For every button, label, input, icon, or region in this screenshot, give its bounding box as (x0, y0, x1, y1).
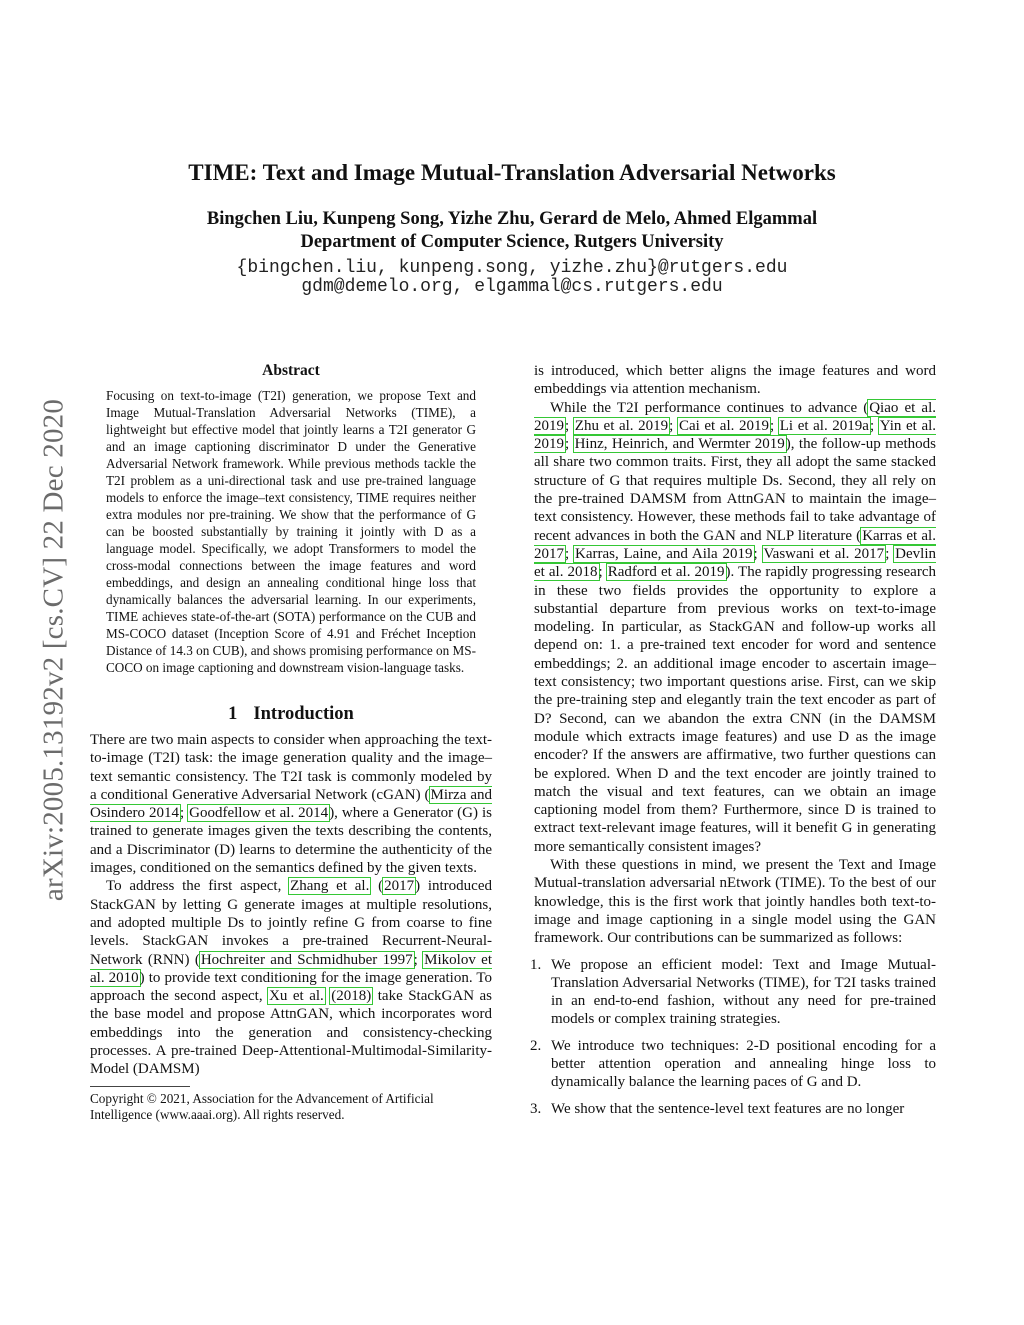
citation-link[interactable]: Karras, Laine, and Aila 2019 (574, 545, 753, 562)
section-heading-introduction (90, 704, 492, 725)
list-item-number: 2. (530, 1037, 542, 1054)
citation-link[interactable]: Hinz, Heinrich, and Wermter 2019 (574, 436, 785, 453)
citation-link[interactable]: Karras et al. 2017 (534, 527, 936, 562)
citation-link[interactable]: Xu et al. (269, 988, 324, 1005)
citation-link[interactable]: 2017 (384, 878, 415, 895)
affiliation: Department of Computer Science, Rutgers University (300, 232, 724, 252)
intro-paragraph-5: With these questions in mind, we present the Text and Image Mutual-translation adversarial nEtwork (TIME). To the best of our knowledge, this is the first work that jointly handles both text-to-image and image captioning in a single model using the GAN framework. Our contributions can be summarized as follows: (534, 857, 936, 947)
citation-link[interactable]: Cai et al. 2019 (678, 417, 769, 434)
citation-link[interactable]: (2018) (331, 988, 372, 1005)
citation-link[interactable]: Zhu et al. 2019 (574, 417, 669, 434)
abstract-body: Focusing on text-to-image (T2I) generation, we propose Text and Image Mutual-Translation Adversarial Networks (TIME), a lightweight but effective model that jointly learns a T2I generator G and an image captioning discriminator D under the Generative Adversarial Network framework. While previous methods tackle the T2I problem as a uni-directional task and use pre-trained language models to enforce the image–text consistency, TIME requires neither extra modules nor pre-training. We show that the performance of G can be boosted substantially by training it jointly with D as a language model. Specifically, we adopt Transformers to model the cross-modal connections between the image features and word embeddings, and design an annealing conditional hinge loss that dynamically balances the adversarial learning. In our experiments, TIME achieves state-of-the-art (SOTA) performance on the CUB and MS-COCO dataset (Inception Score of 4.91 and Fréchet Inception Distance of 14.3 on CUB), and shows promising performance on MS-COCO on image captioning and downstream vision-language tasks. (106, 388, 476, 675)
intro-paragraph-2: To address the first aspect, Zhang et al. (2017) introduced StackGAN by letting G generate images at multiple resolutions, and adopted multiple Ds to jointly refine G from coarse to fine levels. StackGAN invokes a pre-trained Recurrent-Neural-Network (RNN) (Hochreiter and Schmidhuber 1997; Mikolov et al. 2010) to provide text conditioning for the image generation. To approach the second aspect, Xu et al. (2018) take StackGAN as the base model and propose AttnGAN, which incorporates word embeddings into the generation and consistency-checking processes. A pre-trained Deep-Attentional-Multimodal-Similarity-Model (DAMSM) (90, 878, 492, 1078)
citation-link[interactable]: Vaswani et al. 2017 (763, 545, 885, 562)
list-item (530, 956, 936, 1029)
intro-paragraph-4: While the T2I performance continues to advance (Qiao et al. 2019; Zhu et al. 2019; Cai et al. 2019; Li et al. 2019a; Yin et al. 2019; Hinz, Heinrich, and Wermter 2019), the follow-up methods all share two common traits. First, they all adopt the same stacked structure of G that requires multiple Ds. Second, they all rely on the pre-trained DAMSM from AttnGAN to maintain the image–text consistency. However, these methods fail to take advantage of recent advances in both the GAN and NLP literature (Karras et al. 2017; Karras, Laine, and Aila 2019; Vaswani et al. 2017; Devlin et al. 2018; Radford et al. 2019). The rapidly progressing research in these two fields provides the opportunity to explore a substantial departure from previous works on text-to-image modeling. In particular, as StackGAN and follow-up works all depend on: 1. a pre-trained text encoder for word and sentence embeddings; 2. an additional image encoder to ascertain image–text consistency; two important questions arise. First, can we skip the pre-training step and elegantly train the text encoder as part of D? Second, can we abandon the extra CNN (in the DAMSM module which extracts image features) and use D as the image encoder? If the answers are affirmative, two further questions can be explored. When D and the text encoder are jointly trained to match the visual and text features, can we obtain an image captioning model from them? Furthermore, since D is trained to extract text-relevant image features, will it benefit G in generating more semantically consistent images? (534, 399, 937, 855)
citation-link[interactable]: Qiao et al. 2019 (534, 399, 936, 434)
citation-link[interactable]: Yin et al. 2019 (534, 417, 937, 453)
citation-link[interactable]: Mirza and Osindero 2014 (90, 786, 492, 822)
citation-link[interactable]: Radford et al. 2019 (607, 564, 725, 581)
list-item-text: We introduce two techniques: 2-D positional encoding for a better attention operation and annealing hinge loss to dynamically balance the learning paces of G and D. (551, 1037, 936, 1091)
citation-link[interactable]: Hochreiter and Schmidhuber 1997 (200, 951, 413, 968)
intro-paragraph-3: is introduced, which better aligns the image features and word embeddings via attention mechanism. (534, 363, 936, 398)
copyright-footnote: Copyright © 2021, Association for the Advancement of Artificial Intelligence (www.aaai.org). All rights reserved. (90, 1090, 434, 1123)
arxiv-side-stamp (34, 350, 74, 950)
left-column (90, 362, 492, 1124)
arxiv-identifier: arXiv:2005.13192v2 [cs.CV] 22 Dec 2020 (37, 398, 70, 902)
list-item-text: We show that the sentence-level text features are no longer (551, 1100, 905, 1117)
list-item (530, 1037, 936, 1092)
list-item-number: 1. (530, 956, 542, 973)
citation-link[interactable]: Mikolov et al. 2010 (90, 951, 492, 986)
list-item-text: We propose an efficient model: Text and Image Mutual-Translation Adversarial Networks (TIME), for T2I tasks trained in an end-to-end fashion, without any need for pre-trained models or complex training strategies. (551, 956, 936, 1028)
abstract-heading: Abstract (262, 362, 320, 379)
section-title: Introduction (253, 704, 354, 724)
list-item-number: 3. (530, 1100, 542, 1117)
right-column (530, 362, 937, 1126)
list-item (530, 1100, 936, 1118)
citation-link[interactable]: Devlin et al. 2018 (534, 545, 936, 581)
footnote-divider (90, 1086, 190, 1087)
citation-link[interactable]: Zhang et al. (290, 878, 370, 895)
contribution-list (530, 956, 936, 1118)
citation-link[interactable]: Li et al. 2019a (779, 417, 869, 434)
email-line-1: {bingchen.liu, kunpeng.song, yizhe.zhu}@rutgers.edu (236, 258, 788, 278)
email-line-2: gdm@demelo.org, elgammal@cs.rutgers.edu (301, 277, 723, 297)
paper-title: TIME: Text and Image Mutual-Translation Adversarial Networks (188, 160, 836, 185)
section-number: 1 (228, 704, 238, 724)
author-list: Bingchen Liu, Kunpeng Song, Yizhe Zhu, Gerard de Melo, Ahmed Elgammal (206, 209, 818, 229)
intro-paragraph-1: There are two main aspects to consider when approaching the text-to-image (T2I) task: the image generation quality and the image–text semantic consistency. The T2I task is commonly modeled by a conditional Generative Adversarial Network (cGAN) (Mirza and Osindero 2014; Goodfellow et al. 2014), where a Generator (G) is trained to generate images given the texts describing the contents, and a Discriminator (D) learns to determine the authenticity of the images, conditioned on the semantics defined by the given texts. (90, 732, 492, 877)
citation-link[interactable]: Goodfellow et al. 2014 (189, 805, 329, 822)
